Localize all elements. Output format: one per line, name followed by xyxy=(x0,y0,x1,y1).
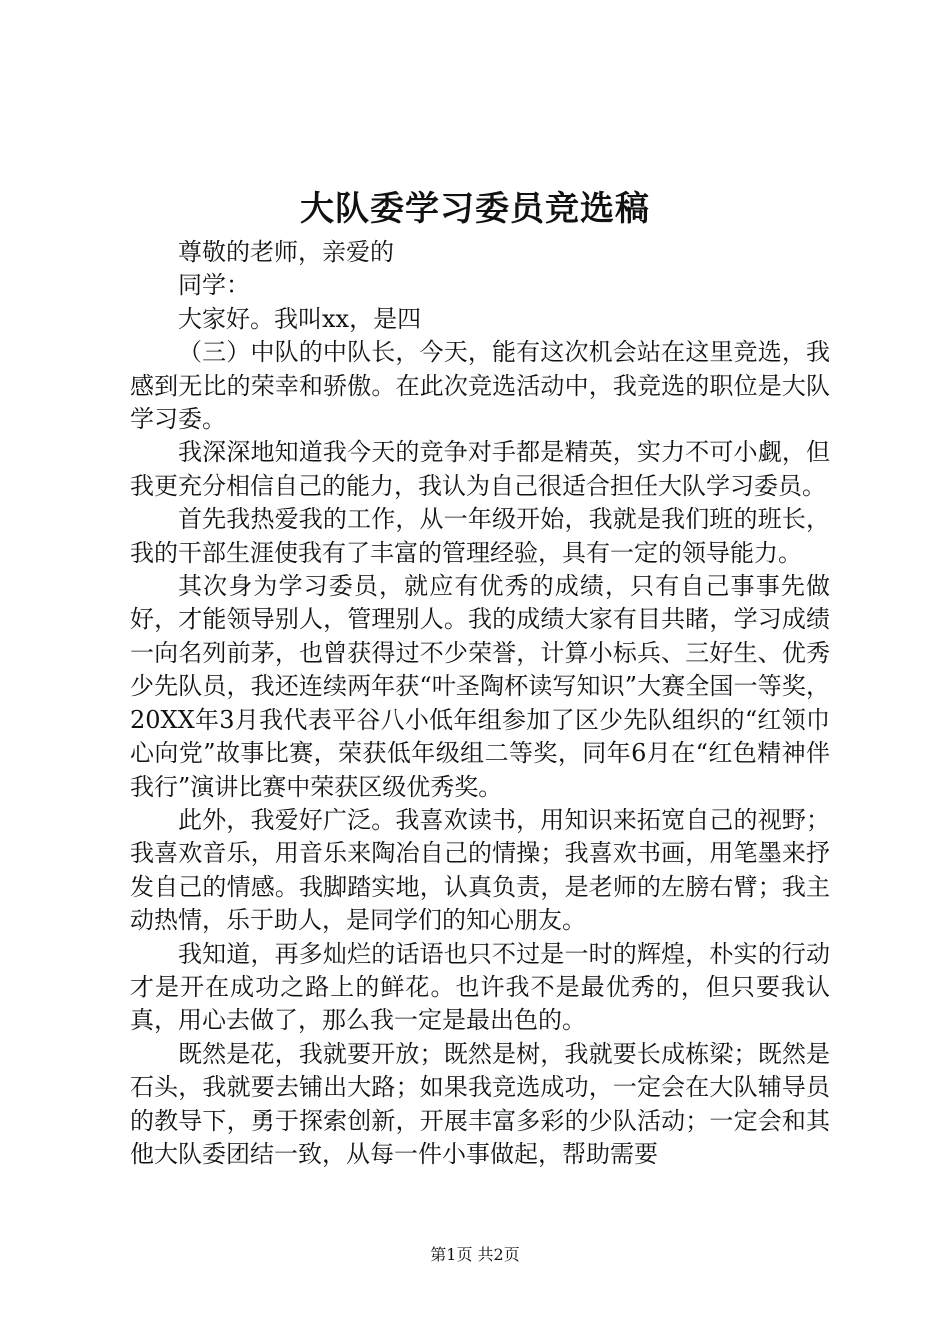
body-paragraph: 我知道，再多灿烂的话语也只不过是一时的辉煌，朴实的行动才是开在成功之路上的鲜花。也许我不是最优秀的，但只要我认真，用心去做了，那么我一定是最出色的。 xyxy=(130,939,830,1035)
body-paragraph: 既然是花，我就要开放；既然是树，我就要长成栋梁；既然是石头，我就要去铺出大路；如果我竞选成功，一定会在大队辅导员的教导下，勇于探索创新，开展丰富多彩的少队活动；一定会和其他大队委团结一致，从每一件小事做起，帮助需要 xyxy=(130,1039,830,1168)
page-footer xyxy=(0,1244,950,1266)
greeting-line: 大家好。我叫xx，是四 xyxy=(178,304,422,333)
body-paragraph: 首先我热爱我的工作，从一年级开始，我就是我们班的班长，我的干部生涯使我有了丰富的管理经验，具有一定的领导能力。 xyxy=(130,505,830,567)
body-paragraph: 其次身为学习委员，就应有优秀的成绩，只有自己事事先做好，才能领导别人，管理别人。我的成绩大家有目共睹，学习成绩一向名列前茅，也曾获得过不少荣誉，计算小标兵、三好生、优秀少先队员，我还连续两年获“叶圣陶杯读写知识”大赛全国一等奖，20XX年3月我代表平谷八小低年组参加了区少先队组织的“红领巾心向党”故事比赛，荣获低年级组二等奖，同年6月在“红色精神伴我行”演讲比赛中荣获区级优秀奖。 xyxy=(130,572,830,801)
body-paragraph: 此外，我爱好广泛。我喜欢读书，用知识来拓宽自己的视野；我喜欢音乐，用音乐来陶冶自己的情操；我喜欢书画，用笔墨来抒发自己的情感。我脚踏实地，认真负责，是老师的左膀右臂；我主动热情，乐于助人，是同学们的知心朋友。 xyxy=(130,805,830,935)
intro-paragraph: （三）中队的中队长，今天，能有这次机会站在这里竞选，我感到无比的荣幸和骄傲。在此次竞选活动中，我竞选的职位是大队学习委。 xyxy=(130,338,830,434)
document-body xyxy=(130,236,830,1171)
salutation-line-1: 尊敬的老师，亲爱的 xyxy=(178,238,394,266)
body-paragraph: 我深深地知道我今天的竞争对手都是精英，实力不可小觑，但我更充分相信自己的能力，我认为自己很适合担任大队学习委员。 xyxy=(130,438,830,500)
page-indicator: 第1页 共2页 xyxy=(430,1245,520,1264)
salutation-line-2: 同学： xyxy=(178,271,250,300)
document-title: 大队委学习委员竞选稿 xyxy=(300,189,650,229)
